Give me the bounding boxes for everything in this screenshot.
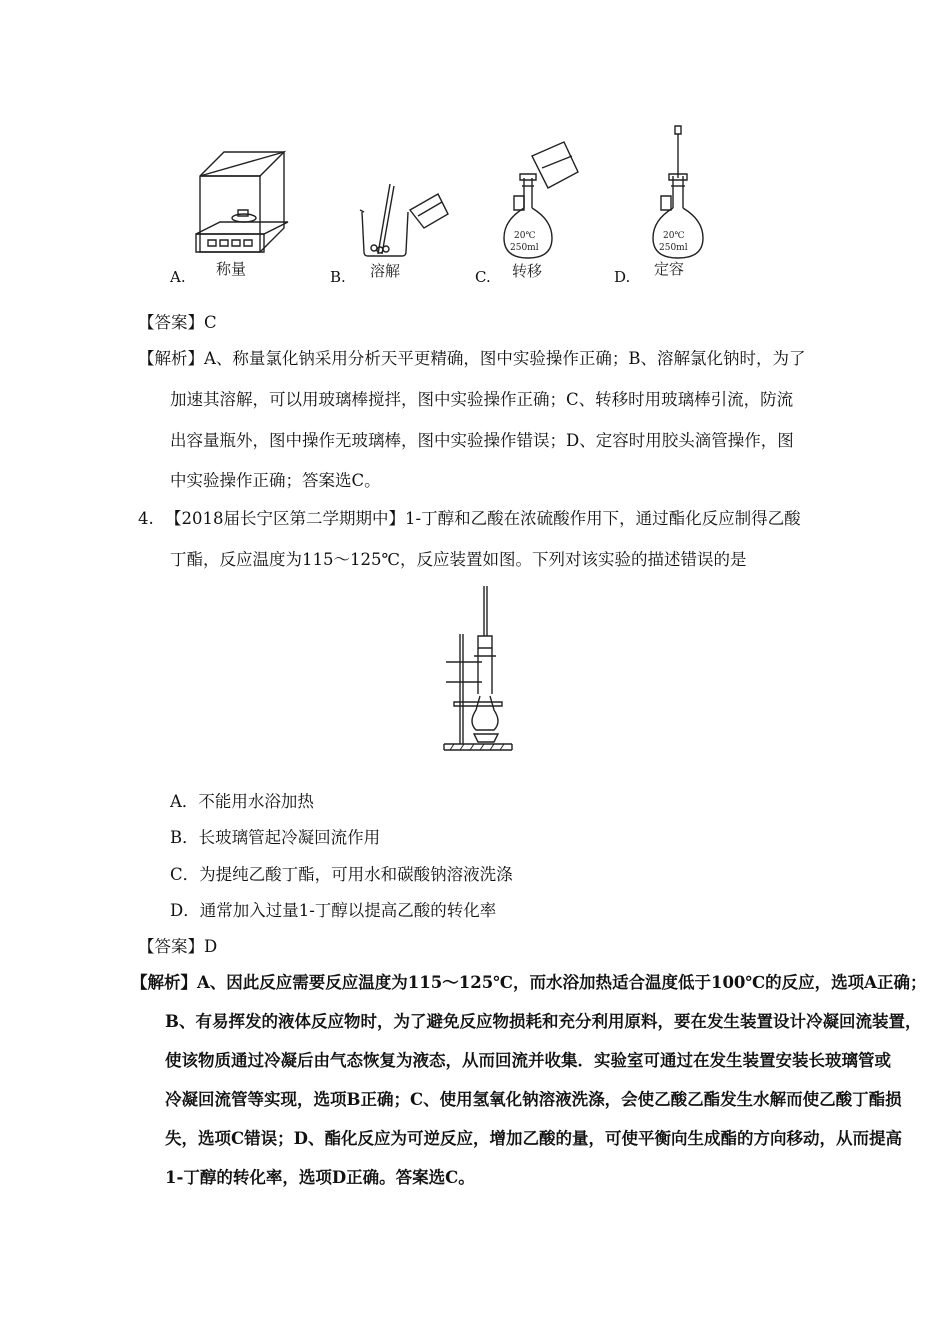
q3-answer-value: C — [204, 313, 217, 332]
q4-analysis-line-4: 冷凝回流管等实现，选项B正确；C、使用氢氧化钠溶液洗涤，会使乙酸乙酯发生水解而使乙酸丁酯损 — [165, 1090, 902, 1109]
balance-illustration — [192, 148, 292, 258]
option-letter-c: C. — [475, 268, 491, 286]
option-letter-a: A. — [170, 268, 186, 286]
q4-source: 【2018届长宁区第二学期期中】 — [165, 509, 405, 528]
q3-answer-label: 【答案】 — [138, 313, 204, 332]
q4-stem-line-2: 丁酯，反应温度为115～125℃，反应装置如图。下列对该实验的描述错误的是 — [170, 550, 747, 569]
q4-stem-text-1: 1-丁醇和乙酸在浓硫酸作用下，通过酯化反应制得乙酸 — [405, 509, 801, 528]
caption-weighing: 称量 — [216, 260, 247, 278]
q4-choice-c: C．为提纯乙酸丁酯，可用水和碳酸钠溶液洗涤 — [170, 865, 513, 884]
q4-analysis-line-6: 1-丁醇的转化率，选项D正确。答案选C。 — [165, 1168, 475, 1187]
caption-transfer: 转移 — [512, 262, 543, 280]
flask-temp-c: 20℃ — [514, 231, 536, 241]
flask-volume-d: 250ml — [659, 243, 688, 253]
q4-choice-b: B．长玻璃管起冷凝回流作用 — [170, 828, 381, 847]
q4-analysis-label: 【解析】 — [131, 973, 197, 992]
flask-temp-d: 20℃ — [663, 231, 685, 241]
q4-choice-d: D．通常加入过量1-丁醇以提高乙酸的转化率 — [170, 901, 497, 920]
q4-stem-line-1 — [138, 508, 801, 530]
q3-analysis-line-1: 【解析】A、称量氯化钠采用分析天平更精确，图中实验操作正确；B、溶解氯化钠时，为了 — [138, 349, 806, 368]
q4-choice-a: A．不能用水浴加热 — [170, 792, 314, 811]
q4-number: 4. — [138, 509, 154, 528]
q4-analysis-line-5: 失，选项C错误；D、酯化反应为可逆反应，增加乙酸的量，可使平衡向生成酯的方向移动，从而提高 — [165, 1129, 902, 1148]
q4-analysis-line-2: B、有易挥发的液体反应物时，为了避免反应物损耗和充分利用原料，要在发生装置设计冷凝回流装置， — [165, 1012, 922, 1031]
caption-dissolving: 溶解 — [370, 262, 401, 280]
q3-analysis-line-4: 中实验操作正确；答案选C。 — [170, 471, 381, 490]
q4-analysis-line-1: 【解析】A、因此反应需要反应温度为115～125℃，而水浴加热适合温度低于100℃的反应，选项A正确； — [131, 973, 927, 992]
dissolving-illustration — [352, 180, 452, 258]
q4-answer-label: 【答案】 — [138, 937, 204, 956]
q3-answer — [138, 312, 217, 334]
q4-analysis-line-3: 使该物质通过冷凝后由气态恢复为液态，从而回流并收集．实验室可通过在发生装置安装长玻璃管或 — [165, 1051, 891, 1070]
volume-adjust-illustration — [645, 122, 715, 264]
q3-analysis-label: 【解析】 — [138, 349, 204, 368]
q4-answer — [138, 936, 217, 958]
q3-analysis-line-2: 加速其溶解，可以用玻璃棒搅拌，图中实验操作正确；C、转移时用玻璃棒引流，防流 — [170, 390, 794, 409]
transfer-illustration — [498, 138, 594, 264]
option-letter-b: B. — [330, 268, 346, 286]
option-letter-d: D. — [614, 268, 631, 286]
reflux-apparatus-illustration — [440, 584, 516, 756]
q3-analysis-line-3: 出容量瓶外，图中操作无玻璃棒，图中实验操作错误；D、定容时用胶头滴管操作，图 — [170, 431, 794, 450]
caption-volume-adjust: 定容 — [654, 260, 685, 278]
q4-answer-value: D — [204, 937, 218, 956]
flask-volume-c: 250ml — [510, 243, 539, 253]
